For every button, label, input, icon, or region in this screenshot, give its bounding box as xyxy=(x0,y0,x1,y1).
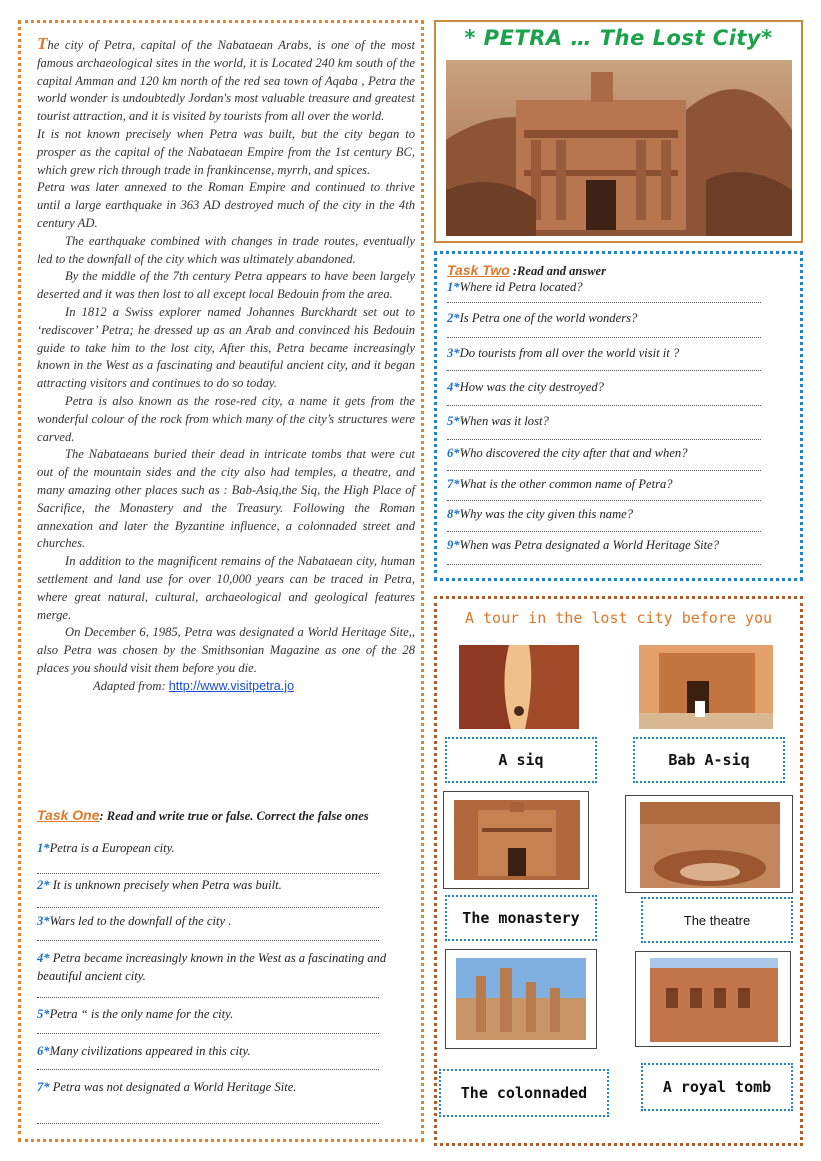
tour-title: A tour in the lost city before you xyxy=(464,609,773,627)
tour-panel xyxy=(434,596,803,1146)
article-text xyxy=(37,35,415,695)
task-two-header xyxy=(447,260,797,279)
task-two-item-5: 5*When was it lost? xyxy=(447,414,549,428)
answer-line[interactable] xyxy=(37,1033,379,1034)
paragraph-7: Petra is also known as the rose-red city, a name it gets from the wonderful colour of the rock from which many of the city’s structures were carved. xyxy=(37,393,415,444)
answer-line[interactable] xyxy=(37,1069,379,1070)
task-one-item-3: 3*Wars led to the downfall of the city . xyxy=(37,914,232,928)
answer-line[interactable] xyxy=(447,531,761,532)
task-one-item-1: 1*Petra is a European city. xyxy=(37,841,175,855)
label-siq: A siq xyxy=(445,737,597,783)
task-one-item-7: 7* Petra was not designated a World Heritage Site. xyxy=(37,1080,297,1094)
page-title: * PETRA … The Lost City* xyxy=(464,26,773,50)
answer-line[interactable] xyxy=(37,940,379,941)
task-two-item-6: 6*Who discovered the city after that and when? xyxy=(447,446,688,460)
task-two-instruction: :Read and answer xyxy=(509,264,606,278)
paragraph-8: The Nabataeans buried their dead in intricate tombs that were cut out of the mountain sides and the city also had temples, a theatre, and many amazing other places such as : Bab-Asiq,the Siq, the High Place of Sacrifice, the Monastery and the Treasury. Following the Roman annexation and later the Byzantine influence, a colonnaded street and churches. xyxy=(37,447,415,551)
answer-line[interactable] xyxy=(37,873,379,874)
answer-line[interactable] xyxy=(447,470,761,471)
task-one-instruction: : Read and write true or false. Correct the false ones xyxy=(99,809,369,823)
answer-line[interactable] xyxy=(447,500,761,501)
answer-line[interactable] xyxy=(447,564,761,565)
answer-line[interactable] xyxy=(447,439,761,440)
paragraph-4: The earthquake combined with changes in trade routes, eventually led to the downfall of the city which was ultimately abandoned. xyxy=(37,233,415,266)
paragraph-1: The city of Petra, capital of the Nabataean Arabs, is one of the most famous archaeological sites in the world, it is Located 240 km south of the capital Amman and 120 km north of the red sea town of Aqaba , Petra the world wonder is undoubtedly Jordan's most valuable treasure and greatest tourist attraction, and it is visited by tourists from all over the world. xyxy=(37,34,415,124)
task-two-panel xyxy=(434,251,803,581)
answer-line[interactable] xyxy=(37,1123,379,1124)
task-one-title: Task One xyxy=(37,807,100,823)
paragraph-2: It is not known precisely when Petra was built, but the city began to prosper as the capital of the Nabataean Empire from the 1st century BC, which grew rich through trade in frankincense, myrrh, and spices. xyxy=(37,126,415,177)
siq-photo xyxy=(459,645,579,729)
answer-line[interactable] xyxy=(447,302,761,303)
task-two-title: Task Two xyxy=(447,262,510,278)
task-one-item-6: 6*Many civilizations appeared in this city. xyxy=(37,1044,251,1058)
monastery-thumb xyxy=(454,800,580,880)
source-link[interactable]: http://www.visitpetra.jo xyxy=(168,678,295,693)
paragraph-5: By the middle of the 7th century Petra appears to have been largely deserted and it was then lost to all except local Bedouin from the area. xyxy=(37,269,415,302)
royal-tomb-frame xyxy=(635,951,791,1047)
answer-line[interactable] xyxy=(37,997,379,998)
theatre-frame xyxy=(625,795,793,893)
label-colonnaded: The colonnaded xyxy=(439,1069,609,1117)
source-line: Adapted from: http://www.visitpetra.jo xyxy=(93,678,295,693)
reading-panel xyxy=(18,20,424,1142)
answer-line[interactable] xyxy=(447,370,761,371)
label-monastery: The monastery xyxy=(445,895,597,941)
task-two-item-9: 9*When was Petra designated a World Heritage Site? xyxy=(447,538,720,552)
task-one-item-5: 5*Petra “ is the only name for the city. xyxy=(37,1007,234,1021)
task-two-item-1: 1*Where id Petra located? xyxy=(447,280,583,294)
paragraph-3: Petra was later annexed to the Roman Empire and continued to thrive until a large earthquake in 363 AD destroyed much of the city in the 4th century AD. xyxy=(37,180,415,230)
colonnaded-frame xyxy=(445,949,597,1049)
monastery-frame xyxy=(443,791,589,889)
task-two-item-2: 2*Is Petra one of the world wonders? xyxy=(447,311,638,325)
monastery-photo xyxy=(446,60,792,236)
paragraph-9: In addition to the magnificent remains of the Nabataean city, human settlement and land use for over 10,000 years can be traced in Petra, where great natural, cultural, archaeological and geological features merge. xyxy=(37,554,415,622)
paragraph-10: On December 6, 1985, Petra was designated a World Heritage Site,, also Petra was chosen by the Smithsonian Magazine as one of the 28 places you should visit them before you die. xyxy=(37,625,415,675)
title-box xyxy=(434,20,803,243)
task-one-item-2: 2* It is unknown precisely when Petra was built. xyxy=(37,878,282,892)
label-bab-a-siq: Bab A-siq xyxy=(633,737,785,783)
task-two-item-4: 4*How was the city destroyed? xyxy=(447,380,604,394)
task-one-header xyxy=(37,805,417,824)
task-two-item-3: 3*Do tourists from all over the world visit it ? xyxy=(447,346,680,360)
royal-tomb-thumb xyxy=(650,958,778,1042)
answer-line[interactable] xyxy=(447,405,761,406)
task-two-item-8: 8*Why was the city given this name? xyxy=(447,507,634,521)
theatre-thumb xyxy=(640,802,780,888)
paragraph-6: In 1812 a Swiss explorer named Johannes Burckhardt set out to ‘rediscover’ Petra; he dressed up as an Arab and convinced his Bedouin guide to take him to the lost city, After this, Petra became increasingly known in the West as a fascinating and beautiful ancient city, and it began attracting visitors and continues to do so today. xyxy=(37,304,415,391)
answer-line[interactable] xyxy=(447,337,761,338)
colonnaded-thumb xyxy=(456,958,586,1040)
bab-a-siq-photo xyxy=(639,645,773,729)
task-one-item-4: 4* Petra became increasingly known in the West as a fascinating and beautiful ancient city. xyxy=(37,951,387,983)
label-royal-tomb: A royal tomb xyxy=(641,1063,793,1111)
answer-line[interactable] xyxy=(37,907,379,908)
drop-cap: T xyxy=(37,34,48,53)
label-theatre: The theatre xyxy=(641,897,793,943)
task-two-item-7: 7*What is the other common name of Petra? xyxy=(447,477,673,491)
